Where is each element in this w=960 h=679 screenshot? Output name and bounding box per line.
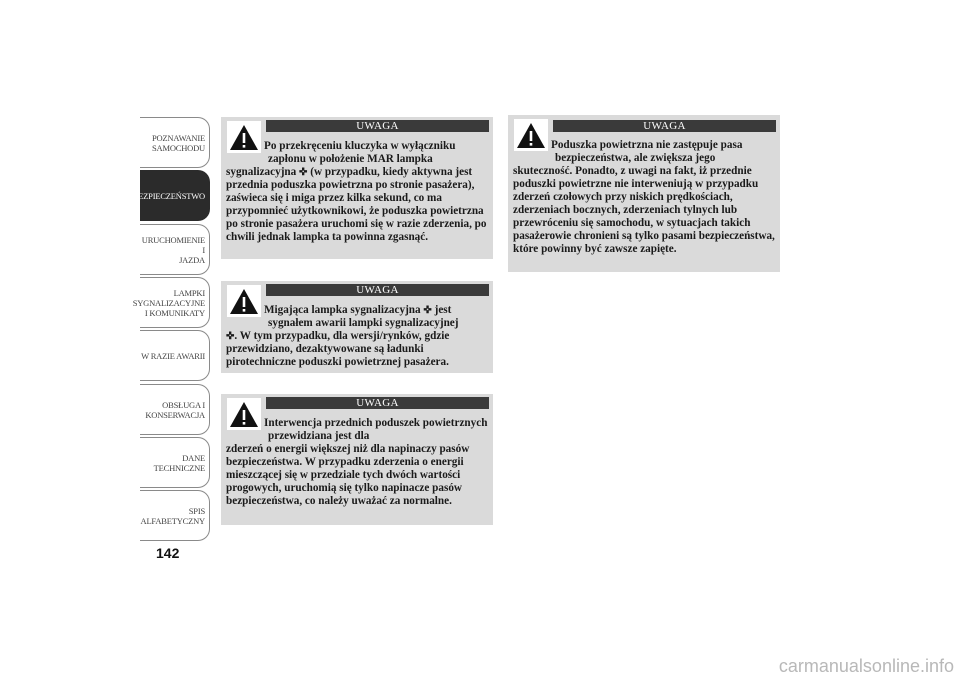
warning-box-1 [221, 117, 493, 259]
warning-title: UWAGA [266, 284, 489, 296]
tab-obsluga-i-konserwacja[interactable]: OBSŁUGA I KONSERWACJA [140, 384, 210, 435]
warning-first-line: Interwencja przednich poduszek powietrznych przewidziana jest dla [264, 417, 488, 442]
warning-text-part: sygnalizacyjna [226, 166, 300, 178]
warning-text-part: (w przypadku, kiedy aktywna jest przednia poduszka powietrzna po stronie pasażera), zaświeca się i miga przez kilka sekund, co ma przypomnieć użytkownikowi, że poduszka powietrzna po stronie pasażera uruchomi się w razie zderzenia, po chwili jednak lampka ta powinna zgasnąć. [226, 166, 487, 243]
warning-first-line: Po przekręceniu kluczyka w wyłączniku zapłonu w położenie MAR lampka [264, 140, 456, 165]
warning-box-4 [508, 115, 780, 272]
airbag-off-icon: ✜ [299, 167, 308, 178]
warning-title: UWAGA [553, 120, 776, 132]
warning-text-part: jest sygnałem awarii lampki sygnalizacyjnej [268, 304, 459, 329]
tab-uruchomienie-i-jazda[interactable]: URUCHOMIENIE I JAZDA [140, 224, 210, 275]
watermark: carmanualsonline.info [778, 656, 954, 676]
tab-spis-alfabetyczny[interactable]: SPIS ALFABETYCZNY [140, 490, 210, 541]
tab-bezpieczenstwo[interactable]: BEZPIECZEŃSTWO [140, 170, 210, 221]
warning-box-2 [221, 281, 493, 373]
page-number: 142 [156, 545, 180, 561]
warning-text [226, 417, 488, 508]
warning-first-line: Poduszka powietrzna nie zastępuje pasa bezpieczeństwa, ale zwiększa jego [551, 139, 743, 164]
airbag-icon: ✜ [226, 331, 235, 342]
warning-text [226, 140, 488, 244]
airbag-icon: ✜ [423, 305, 432, 316]
warning-text-part: . W tym przypadku, dla wersji/rynków, gdzie przewidziano, dezaktywowane są ładunki pirotechniczne poduszki powietrznej pasażera. [226, 330, 450, 368]
tab-lampki-sygnalizacyjne[interactable]: LAMPKI SYGNALIZACYJNE I KOMUNIKATY [140, 277, 210, 328]
warning-title: UWAGA [266, 397, 489, 409]
warning-box-3 [221, 394, 493, 525]
warning-text-part: zderzeń o energii większej niż dla napinaczy pasów bezpieczeństwa. W przypadku zderzenia o energii mieszczącej się w przedziale tych dwóch wartości progowych, uruchomią się tylko napinacze pasów bezpieczeństwa, co należy uważać za normalne. [226, 443, 470, 507]
warning-first-line [226, 304, 488, 330]
warning-text [513, 139, 775, 256]
tab-poznawanie-samochodu[interactable]: POZNAWANIE SAMOCHODU [140, 117, 210, 168]
warning-text-part: skuteczność. Ponadto, z uwagi na fakt, iż przednie poduszki powietrzne nie interweniują w przypadku zderzeń czołowych przy niskich prędkościach, zderzeniach bocznych, zderzeniach tylnych lub przewróceniu się samochodu, w sytuacjach takich pasażerowie chronieni są tylko pasami bezpieczeństwa, które powinny być zawsze zapięte. [513, 165, 775, 255]
tab-w-razie-awarii[interactable]: W RAZIE AWARII [140, 330, 210, 381]
warning-text [226, 304, 488, 369]
warning-text-part: Migająca lampka sygnalizacyjna [264, 304, 424, 316]
warning-title: UWAGA [266, 120, 489, 132]
tab-dane-techniczne[interactable]: DANE TECHNICZNE [140, 437, 210, 488]
